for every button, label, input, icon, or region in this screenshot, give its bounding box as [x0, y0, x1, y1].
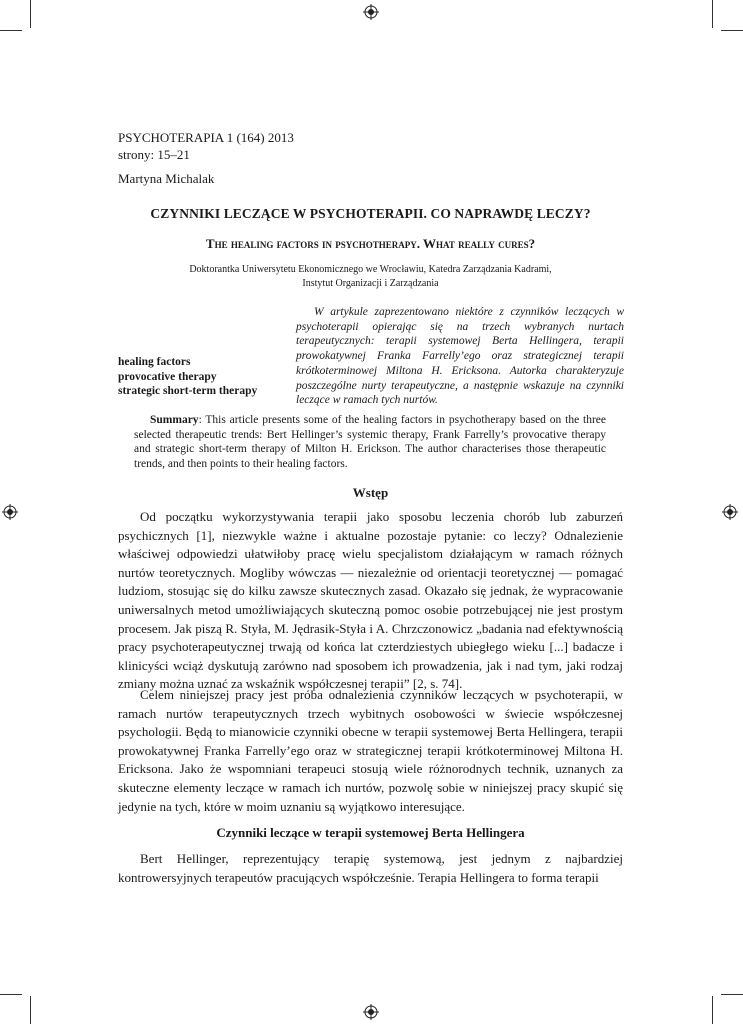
crop-mark-bottom-right-v — [712, 996, 713, 1024]
journal-citation: PSYCHOTERAPIA 1 (164) 2013 — [118, 130, 294, 145]
page-range: strony: 15–21 — [118, 147, 190, 162]
crop-mark-bottom-left-h — [0, 994, 22, 995]
keyword: provocative therapy — [118, 370, 217, 383]
crop-mark-bottom-right-h — [721, 994, 743, 995]
affiliation — [118, 263, 623, 291]
registration-mark-icon — [2, 504, 18, 520]
crop-mark-bottom-left-v — [30, 996, 31, 1024]
summary-label: Summary — [150, 414, 199, 426]
keywords — [118, 355, 257, 399]
keyword: healing factors — [118, 356, 191, 368]
registration-mark-icon — [363, 1004, 379, 1020]
keyword: strategic short-term therapy — [118, 385, 258, 397]
crop-mark-top-right-v — [712, 0, 713, 28]
author-name: Martyna Michalak — [118, 171, 215, 186]
registration-mark-icon — [363, 4, 379, 20]
body-paragraph: Od początku wykorzystywania terapii jako sposobu leczenia chorób lub zaburzeń psychicznych [1], niezwykle ważne i aktualne pozostaje pytanie: co leczy? Odnalezienie właściwej odpowiedzi ułatwiłoby pracę wielu specjalistom działającym w ramach różnych nurtów teoretycznych. Mogliby wówczas — niezależnie od orientacji teoretycznej — pomagać ludziom, stosując się do kilku zawsze skutecznych zasad. Okazało się jednak, że wypracowanie uniwersalnych metod umożliwiających skuteczną pomoc osobie potrzebującej nie jest prostym procesem. Jak piszą R. Styła, M. Jędrasik-Styła i A. Chrzczonowicz „badania nad efektywnością pracy psychoterapeutycznej trwają od końca lat czterdziestych ubiegłego wieku [...] badacze i klinicyści wciąż dyskutują zarówno nad sposobem ich prowadzenia, jak i nad tym, jaki rodzaj zmiany można uznać za wskaźnik współczesnej terapii” [2, s. 74]. — [118, 509, 623, 692]
crop-mark-top-left-v — [30, 0, 31, 28]
summary-text: : This article presents some of the healing factors in psychotherapy based on the three selected therapeutic trends: Bert Hellinger’s systemic therapy, Frank Farrelly’s provocative therapy and strategic short-term therapy of Milton H. Erickson. The author characterises those therapeutic trends, and then points to their healing factors. — [134, 414, 606, 471]
abstract-polish: W artykule zaprezentowano niektóre z czynników leczących w psychoterapii opierając się na trzech wybranych nurtach terapeutycznych: terapii systemowej Berta Hellingera, terapii prowokatywnej Franka Farrelly’ego oraz strategicznej terapii krótkoterminowej Miltona H. Ericksona. Autorka charakteryzuje poszczególne nurty terapeutyczne, a następnie wskazuje na czynniki leczące w ramach tych nurtów. — [296, 306, 624, 407]
crop-mark-top-right-h — [721, 30, 743, 31]
affiliation-line: Instytut Organizacji i Zarządzania — [302, 278, 439, 289]
article-subtitle: The healing factors in psychotherapy. What really cures? — [205, 236, 536, 251]
section-heading: Wstęp — [352, 485, 389, 500]
section-heading: Czynniki leczące w terapii systemowej Berta Hellingera — [216, 825, 525, 840]
summary-english — [134, 413, 606, 472]
body-paragraph: Celem niniejszej pracy jest próba odnalezienia czynników leczących w psychoterapii, w ramach nurtów terapeutycznych trzech wybitnych osobowości w świecie współczesnej psychologii. Będą to mianowicie czynniki obecne w terapii systemowej Berta Hellingera, terapii prowokatywnej Franka Farrelly’ego oraz w strategicznej terapii krótkoterminowej Miltona H. Ericksona. Jako że wspomniani terapeuci stosują wiele różnorodnych technik, uznanych za skuteczne elementy leczące w ramach ich nurtów, pozwolę sobie w niniejszej pracy skupić się jedynie na tych, które w moim uznaniu są wyjątkowo interesujące. — [118, 687, 623, 814]
affiliation-line: Doktorantka Uniwersytetu Ekonomicznego we Wrocławiu, Katedra Zarządzania Kadrami, — [189, 264, 552, 275]
article-title: CZYNNIKI LECZĄCE W PSYCHOTERAPII. CO NAPRAWDĘ LECZY? — [150, 206, 591, 221]
registration-mark-icon — [722, 504, 738, 520]
crop-mark-top-left-h — [0, 30, 22, 31]
body-paragraph: Bert Hellinger, reprezentujący terapię systemową, jest jednym z najbardziej kontrowersyjnych terapeutów pracujących współcześnie. Terapia Hellingera to forma terapii — [118, 851, 623, 885]
